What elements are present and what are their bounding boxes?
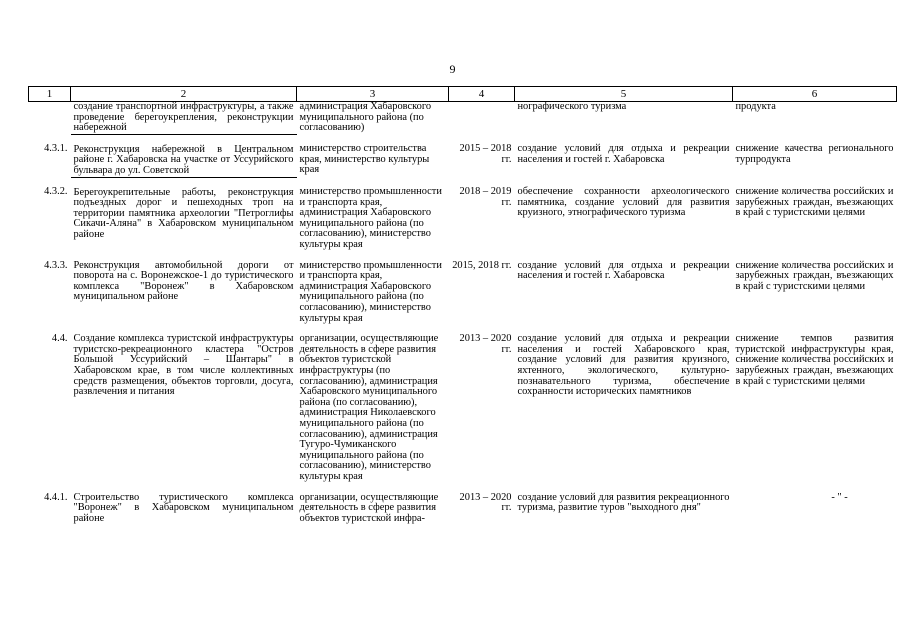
executor-cell: администрация Хабаровского муниципального района (по согласованию) [299, 101, 432, 134]
ditto-mark: - " - [831, 491, 848, 503]
executor-cell: министерство промышленности и транспорта края, администрация Хабаровского муниципального района (по согласованию), министерство культуры края [299, 259, 442, 324]
consequence-cell: снижение количества российских и зарубежных граждан, въезжающих в край с туристскими целями [735, 259, 894, 292]
row-number: 4.3.1. [44, 143, 68, 155]
column-header: 1 [29, 87, 71, 102]
row-number: 4.4.1. [44, 491, 68, 503]
measure-cell: Берегоукрепительные работы, реконструкция подъездных дорог и пешеходных троп на территории памятника археологии "Петроглифы Сикачи-Аляна" в Хабаровском муниципальном районе [73, 186, 294, 240]
page-number: 9 [449, 62, 456, 76]
column-header: 5 [515, 87, 733, 102]
consequence-cell: снижение количества российских и зарубежных граждан, въезжающих в край с туристскими целями [735, 186, 894, 219]
column-header: 3 [297, 87, 449, 102]
period-cell: 2015 – 2018 гг. [459, 143, 512, 165]
row-number: 4.3.2. [44, 186, 68, 198]
table-row [29, 483, 897, 525]
column-header: 4 [449, 87, 515, 102]
table-row [29, 134, 897, 177]
period-cell: 2013 – 2020 гг. [459, 491, 512, 514]
result-cell: создание условий для отдыха и рекреации населения и гостей г. Хабаровска [517, 259, 730, 282]
result-cell: нографического туризма [517, 101, 627, 112]
executor-cell: организации, осуществляющие деятельность в сфере развития объектов туристской инфраструктуры (по согласованию), администрация Хабаровского муниципального района (по согласованию), администрация Николаевского муниципального района (по согласованию), администрация Тугуро-Чумиканского муниципального района (по согласованию), министерство культуры края [299, 333, 439, 482]
measure-cell: Реконструкция автомобильной дороги от поворота на с. Воронежское-1 до туристического комплекса "Воронеж" в Хабаровском муниципальном районе [73, 259, 294, 303]
table-row [29, 102, 897, 135]
row-number: 4.4. [51, 333, 68, 345]
table-header-row [29, 87, 897, 102]
result-cell: создание условий для отдыха и рекреации населения и гостей Хабаровского края, создание условий для развития круизного, яхтенного, экологического, культурно-познавательного туризма, обеспечение сохранности исторических памятников [517, 333, 730, 398]
period-cell: 2015, 2018 гг. [452, 259, 512, 271]
measure-cell: создание транспортной инфраструктуры, а также проведение берегоукрепления, реконструкции набережной [71, 102, 297, 135]
executor-cell: министерство строительства края, министерство культуры края [299, 143, 430, 176]
table-row [29, 251, 897, 325]
result-cell: создание условий для развития рекреационного туризма, развитие туров "выходного дня" [517, 491, 730, 514]
measure-cell: Строительство туристического комплекса "Воронеж" в Хабаровском муниципальном районе [73, 491, 294, 524]
table-row [29, 324, 897, 482]
result-cell: создание условий для отдыха и рекреации населения и гостей г. Хабаровска [517, 143, 730, 165]
period-cell: 2013 – 2020 гг. [459, 333, 512, 355]
consequence-cell [733, 483, 897, 525]
table-row [29, 177, 897, 251]
column-header: 2 [71, 87, 297, 102]
period-cell: 2018 – 2019 гг. [459, 186, 512, 208]
executor-cell: организации, осуществляющие деятельность в сфере развития объектов туристской инфра- [299, 491, 439, 524]
row-number [29, 102, 71, 135]
row-number: 4.3.3. [44, 259, 68, 271]
period-cell [449, 102, 515, 135]
measures-table [28, 86, 897, 524]
measure-cell: Создание комплекса туристской инфраструктуры туристско-рекреационного кластера "Остров Большой Уссурийский – Шантары" в Хабаровском крае, в том числе коллективных средств размещения, объектов торговли, досуга, развлечения и питания [73, 333, 294, 398]
consequence-cell: снижение темпов развития туристской инфраструктуры края, снижение количества российских и зарубежных граждан, въезжающих в край с туристскими целями [735, 333, 894, 387]
result-cell: обеспечение сохранности археологического памятника, создание условий для развития круизного, этнографического туризма [517, 186, 730, 219]
executor-cell: министерство промышленности и транспорта края, администрация Хабаровского муниципального района (по согласованию), министерство культуры края [299, 186, 442, 251]
consequence-cell: снижение качества регионального турпродукта [735, 143, 894, 165]
column-header: 6 [733, 87, 897, 102]
measure-cell: Реконструкция набережной в Центральном районе г. Хабаровска на участке от Уссурийского бульвара до ул. Советской [71, 134, 297, 177]
consequence-cell: продукта [735, 101, 776, 112]
